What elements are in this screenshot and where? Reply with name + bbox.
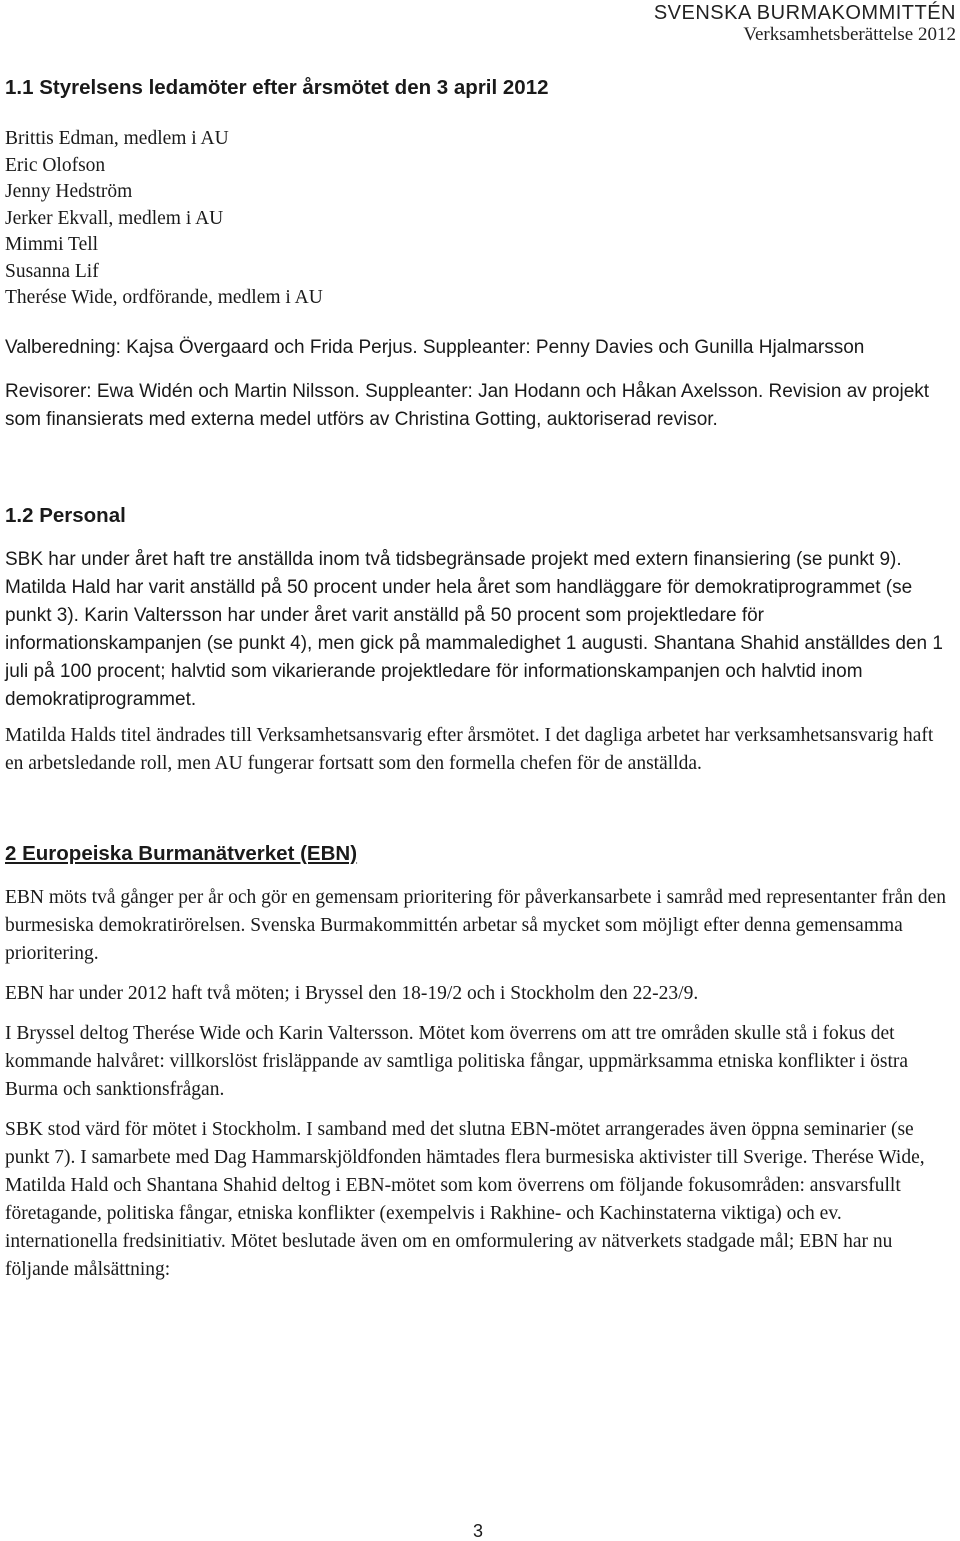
list-item: Susanna Lif: [5, 260, 99, 282]
heading-1-2: 1.2 Personal: [5, 503, 126, 527]
board-member-list: [5, 126, 955, 312]
page-header: [654, 2, 956, 46]
paragraph: SBK stod värd för mötet i Stockholm. I samband med det slutna EBN-mötet arrangerades även öppna seminarier (se punkt 7). I samarbete med Dag Hammarskjöldfonden hämtades flera burmesiska aktivister till Sverige. Therése Wide, Matilda Hald och Shantana Shahid deltog i EBN-mötet som kom överrens om följande fokusområden: ansvarsfullt företagande, politiska fångar, etniska konflikter (exempelvis i Rakhine- och Kachinstaterna viktiga) och ev. internationella fredsinitiativ. Mötet beslutade även om en omformulering av nätverkets stadgade mål; EBN har nu följande målsättning:: [5, 1118, 925, 1280]
heading-1-1: 1.1 Styrelsens ledamöter efter årsmötet den 3 april 2012: [5, 76, 549, 99]
list-item: Jerker Ekvall, medlem i AU: [5, 207, 224, 229]
paragraph: EBN har under 2012 haft två möten; i Bryssel den 18-19/2 och i Stockholm den 22-23/9.: [5, 982, 699, 1004]
list-item: Mimmi Tell: [5, 234, 99, 255]
page-content: [5, 74, 955, 1284]
auditors-text: Revisorer: Ewa Widén och Martin Nilsson. Suppleanter: Jan Hodann och Håkan Axelsson. Revision av projekt som finansierats med externa medel utförs av Christina Gotting, auktoriserad revisor.: [5, 380, 930, 430]
paragraph: SBK har under året haft tre anställda inom två tidsbegränsade projekt med extern finansiering (se punkt 9). Matilda Hald har varit anställd på 50 procent under hela året som handläggare för demokratiprogrammet (se punkt 3). Karin Valtersson har under året varit anställd på 50 procent som projektledare för informationskampanjen (se punkt 4), men gick på mammaledighet 1 augusti. Shantana Shahid anställdes den 1 juli på 100 procent; halvtid som vikarierande projektledare för informationskampanjen och halvtid inom demokratiprogrammet.: [5, 548, 943, 710]
paragraph: Matilda Halds titel ändrades till Verksamhetsansvarig efter årsmötet. I det dagliga arbetet har verksamhetsansvarig haft en arbetsledande roll, men AU fungerar fortsatt som den formella chefen för de anställda.: [5, 724, 934, 774]
paragraph: EBN möts två gånger per år och gör en gemensam prioritering för påverkansarbete i samråd med representanter från den burmesiska demokratirörelsen. Svenska Burmakommittén arbetar så mycket som möjligt efter denna gemensamma prioritering.: [5, 886, 947, 964]
personnel-block: [5, 546, 955, 714]
list-item: Jenny Hedström: [5, 181, 133, 202]
nomination-committee-block: [5, 334, 955, 434]
nomination-committee-text: Valberedning: Kajsa Övergaard och Frida Perjus. Suppleanter: Penny Davies och Gunilla Hjalmarsson: [5, 336, 865, 358]
list-item: Therése Wide, ordförande, medlem i AU: [5, 287, 323, 308]
paragraph: I Bryssel deltog Therése Wide och Karin Valtersson. Mötet kom överrens om att tre områden skulle stå i fokus det kommande halvåret: villkorslöst frisläppande av samtliga politiska fångar, uppmärksamma etniska konflikter i östra Burma och sanktionsfrågan.: [5, 1022, 909, 1100]
list-item: Eric Olofson: [5, 154, 106, 176]
list-item: Brittis Edman, medlem i AU: [5, 128, 229, 149]
header-report-title: Verksamhetsberättelse 2012: [743, 24, 956, 45]
page-number: 3: [473, 1521, 484, 1541]
heading-2: 2 Europeiska Burmanätverket (EBN): [5, 841, 358, 865]
header-organization: SVENSKA BURMAKOMMITTÉN: [653, 2, 956, 24]
